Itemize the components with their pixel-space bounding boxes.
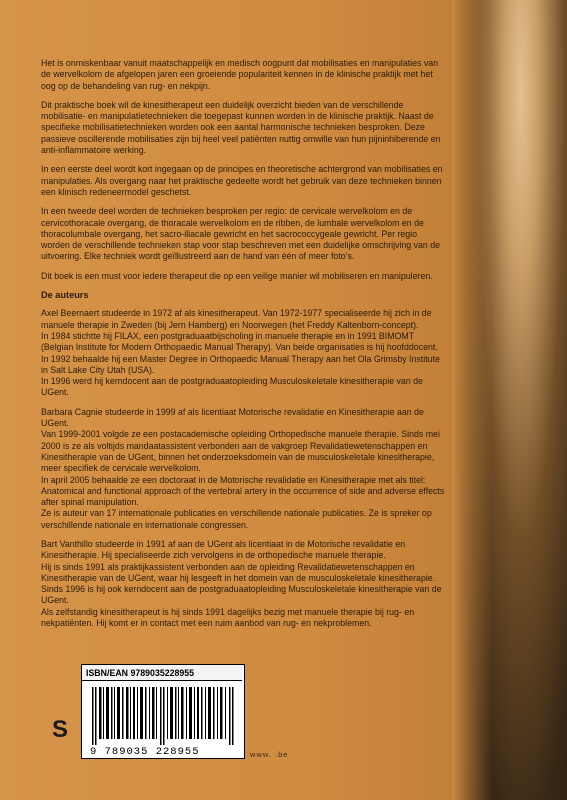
author3-line-2: Hij is sinds 1991 als praktijkassistent verbonden aan de opleiding Revalidatiewetenschappen en Kinesitherapie van de UGent, waar hij lesgeeft in het domein van de musculoskeletale kinesitherapie. Sinds 1996 is hij ook kerndocent aan de postgraduaatopleiding Musculoskeletale kinesitherapie van de UGent. xyxy=(41,561,442,606)
author2-line-3: In april 2005 behaalde ze een doctoraat in de Motorische revalidatie en Kinesitherapie met als titel: Anatomical and functional approach of the vertebral artery in the occurrence of side and adverse effects after spinal manipulation. xyxy=(41,474,445,508)
author1-line-2: In 1984 stichtte hij FILAX, een postgraduaatbijscholing in manuele therapie en in 1991 BIMOMT (Belgian Institute for Modern Orthopaedic Manual Therapy). Van beide organisaties is hij hoofddocent. xyxy=(41,330,438,353)
authors-heading: De auteurs xyxy=(41,290,89,301)
barcode-number: 9 789035 228955 xyxy=(90,746,200,758)
publisher-logo: S xyxy=(52,716,69,743)
barcode-icon xyxy=(90,687,236,745)
blurb-paragraph-5: Dit boek is een must voor iedere therapeut die op een veilige manier wil mobiliseren en manipuleren. xyxy=(41,270,433,281)
author1-line-1: Axel Beernaert studeerde in 1972 af als kinesitherapeut. Van 1972-1977 specialiseerde hij zich in de manuele therapie in Zweden (bij Jern Hamberg) en Noorwegen (het Freddy Kaltenborn-concept). xyxy=(41,308,432,330)
back-cover-text xyxy=(41,58,447,658)
author2-line-4: Ze is auteur van 17 internationale publicaties en verschillende nationale publicaties. Ze is spreker op verschillende nationale en internationale congressen. xyxy=(41,508,432,530)
isbn-label: ISBN/EAN 9789035228955 xyxy=(82,665,242,681)
blurb-paragraph-3: In een eerste deel wordt kort ingegaan op de principes en theoretische achtergrond van mobilisaties en manipulaties. Als overgang naar het praktische gedeelte wordt het gebruik van deze technieken binnen een klinisch redeneermodel geschetst. xyxy=(41,164,443,197)
blurb-paragraph-1: Het is onmiskenbaar vanuit maatschappelijk en medisch oogpunt dat mobilisaties en manipulaties van de wervelkolom de afgelopen jaren een groeiende populariteit kennen in de klinische praktijk met het oog op de behandeling van rug- en nekpijn. xyxy=(41,58,439,91)
author1-line-4: In 1996 werd hij kerndocent aan de postgraduaatopleiding Musculoskeletale kinesitherapie van de UGent. xyxy=(41,376,423,398)
author2-line-2: Van 1999-2001 volgde ze een postacademische opleiding Orthopedische manuele therapie. Sinds mei 2000 is ze als voltijds mandaatassistent verbonden aan de vakgroep Revalidatiewetenschappen en Kinesitherapie van de UGent, binnen het onderzoeksdomein van de musculoskeletale kinesitherapie, meer specifiek de cervicale wervelkolom. xyxy=(41,429,440,474)
isbn-barcode-box xyxy=(81,664,245,759)
publisher-website: www. .be xyxy=(250,750,289,759)
cover-photo-strip xyxy=(452,0,567,800)
blurb-paragraph-4: In een tweede deel worden de technieken besproken per regio: de cervicale wervelkolom en de cervicothoracale overgang, de thoracale wervelkolom en de ribben, de lumbale wervelkolom en de thoracolumbale overgang, het sacro-iliacale gewricht en het sacrococcygeale gewricht. Per regio worden de verschillende technieken stap voor stap beschreven met een duidelijke omschrijving van de uitvoering. Elke techniek wordt geïllustreerd aan de hand van één of meer foto’s. xyxy=(41,206,441,262)
author3-line-1: Bart Vanthillo studeerde in 1991 af aan de UGent als licentiaat in de Motorische revalidatie en Kinesitherapie. Hij specialiseerde zich vervolgens in de orthopedische manuele therapie. xyxy=(41,538,406,561)
author1-line-3: In 1992 behaalde hij een Master Degree in Orthopaedic Manual Therapy aan het Ola Grimsby Institute in Salt Lake City Utah (USA). xyxy=(41,353,440,375)
author3-line-3: Als zelfstandig kinesitherapeut is hij sinds 1991 dagelijks bezig met manuele therapie bij rug- en nekpatiënten. Hij komt er in contact met een ruim aanbod van rug- en nekproblemen. xyxy=(41,606,415,629)
blurb-paragraph-2: Dit praktische boek wil de kinesitherapeut een duidelijk overzicht bieden van de verschillende mobilisatie- en manipulatietechnieken die toegepast kunnen worden in de klinische praktijk. Naast de specifieke mobilisatietechnieken worden ook een aantal harmonische technieken besproken. Deze passieve oscillerende mobilisaties zijn bij heel veel patiënten nuttig omwille van hun pijninhiberende en anti-inflammatoire werking. xyxy=(41,99,441,156)
author2-line-1: Barbara Cagnie studeerde in 1999 af als licentiaat Motorische revalidatie en Kinesitherapie aan de UGent. xyxy=(41,406,424,429)
